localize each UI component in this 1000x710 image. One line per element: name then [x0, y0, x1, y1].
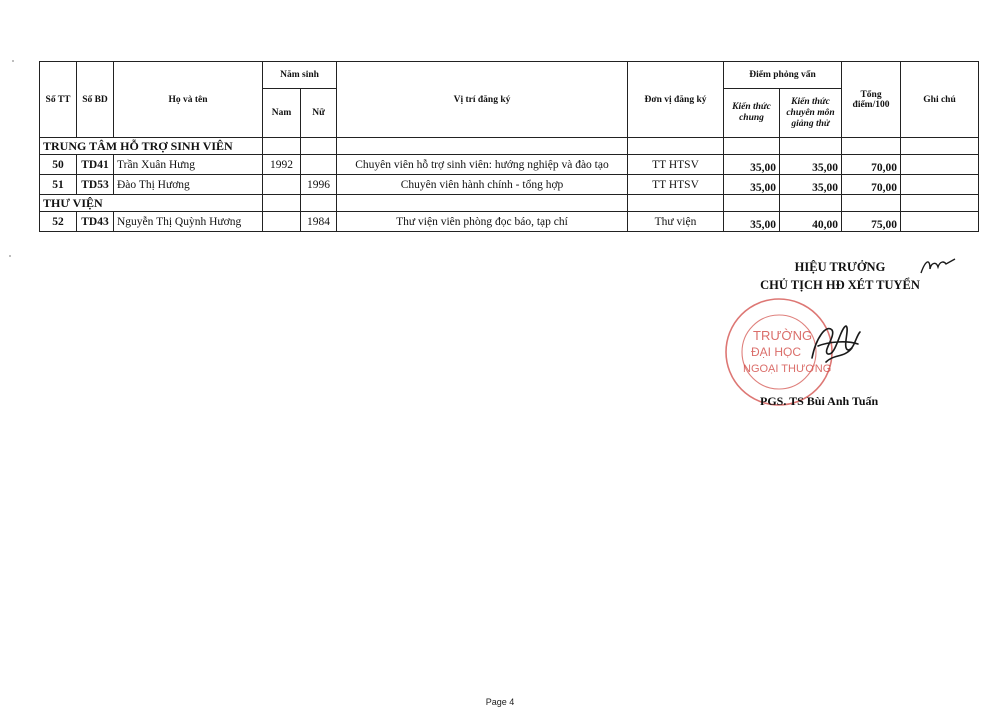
header-total: Tổng điểm/100 [842, 62, 901, 138]
handwritten-signature [806, 318, 866, 368]
scan-speck [9, 255, 11, 257]
page-number: Page 4 [485, 697, 515, 707]
cell-general: 35,00 [724, 212, 780, 232]
section-title: THƯ VIỆN [40, 195, 263, 212]
cell-total: 70,00 [842, 155, 901, 175]
section-row [40, 138, 979, 155]
cell-female: 1996 [301, 175, 337, 195]
cell-male [263, 175, 301, 195]
cell-female: 1984 [301, 212, 337, 232]
cell-specialized: 40,00 [780, 212, 842, 232]
table-row [40, 175, 979, 195]
stamp-line-2: ĐẠI HỌC [751, 345, 802, 359]
cell-sbd: TD43 [77, 212, 114, 232]
header-unit: Đơn vị đăng ký [628, 62, 724, 138]
cell-name: Trần Xuân Hưng [114, 155, 263, 175]
section-title: TRUNG TÂM HỖ TRỢ SINH VIÊN [40, 138, 263, 155]
cell-note [901, 155, 979, 175]
cell-position: Thư viện viên phòng đọc báo, tạp chí [337, 212, 628, 232]
header-specialized: Kiến thức chuyên môn giảng thử [780, 89, 842, 138]
header-position: Vị trí đăng ký [337, 62, 628, 138]
header-sbd: Số BD [77, 62, 114, 138]
table-row [40, 212, 979, 232]
header-note: Ghi chú [901, 62, 979, 138]
cell-name: Nguyễn Thị Quỳnh Hương [114, 212, 263, 232]
cell-general: 35,00 [724, 155, 780, 175]
cell-unit: Thư viện [628, 212, 724, 232]
stamp-line-3: NGOẠI THƯƠNG [743, 363, 832, 375]
cell-unit: TT HTSV [628, 175, 724, 195]
cell-stt: 51 [40, 175, 77, 195]
header-general: Kiến thức chung [724, 89, 780, 138]
header-female: Nữ [301, 89, 337, 138]
cell-male: 1992 [263, 155, 301, 175]
header-name: Họ và tên [114, 62, 263, 138]
cell-specialized: 35,00 [780, 155, 842, 175]
cell-male [263, 212, 301, 232]
header-male: Nam [263, 89, 301, 138]
header-interview: Điểm phỏng vấn [724, 62, 842, 89]
cell-specialized: 35,00 [780, 175, 842, 195]
cell-name: Đào Thị Hương [114, 175, 263, 195]
signature-block [740, 258, 940, 294]
cell-total: 75,00 [842, 212, 901, 232]
signature-title-principal: HIỆU TRƯỞNG [794, 260, 886, 274]
header-stt: Số TT [40, 62, 77, 138]
cell-stt: 50 [40, 155, 77, 175]
initials-signature [918, 255, 958, 279]
scan-speck [12, 60, 14, 62]
cell-sbd: TD41 [77, 155, 114, 175]
stamp-line-1: TRƯỜNG [753, 328, 813, 343]
cell-total: 70,00 [842, 175, 901, 195]
header-birth-year: Năm sinh [263, 62, 337, 89]
cell-note [901, 175, 979, 195]
cell-stt: 52 [40, 212, 77, 232]
cell-position: Chuyên viên hành chính - tổng hợp [337, 175, 628, 195]
cell-female [301, 155, 337, 175]
signature-title-chair: CHỦ TỊCH HĐ XÉT TUYỂN [760, 278, 920, 292]
cell-note [901, 212, 979, 232]
signer-name: PGS. TS Bùi Anh Tuấn [760, 394, 879, 408]
cell-position: Chuyên viên hỗ trợ sinh viên: hướng nghiệp và đào tạo [337, 155, 628, 175]
cell-unit: TT HTSV [628, 155, 724, 175]
cell-sbd: TD53 [77, 175, 114, 195]
cell-general: 35,00 [724, 175, 780, 195]
table-row [40, 155, 979, 175]
results-table [39, 61, 979, 232]
section-row [40, 195, 979, 212]
